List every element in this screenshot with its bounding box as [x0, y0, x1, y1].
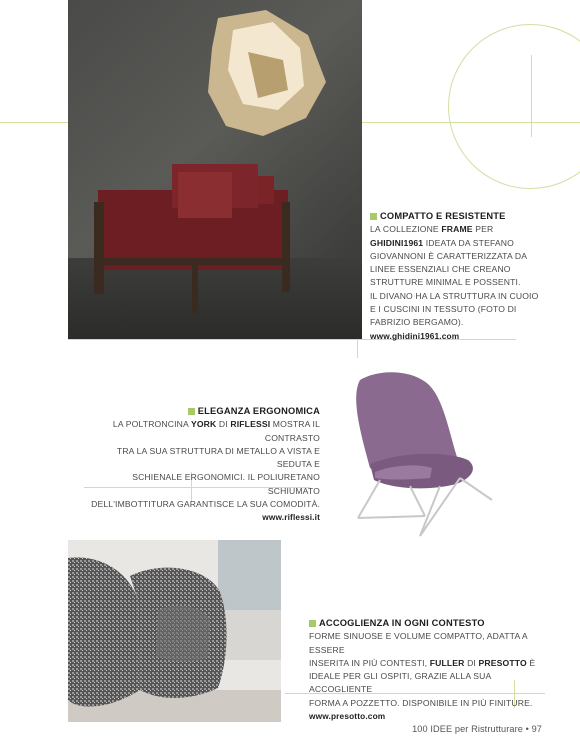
frame-brand: FRAME [441, 224, 473, 235]
york-url[interactable]: www.riflessi.it [262, 512, 320, 523]
fuller-caption [309, 617, 549, 723]
york-chair-photo [310, 368, 510, 540]
fuller-maker: PRESOTTO [478, 657, 527, 668]
fuller-description: FORME SINUOSE E VOLUME COMPATTO, ADATTA A ESSERE INSERITA IN PIÙ CONTESTI, FULLER DI PRESOTTO È IDEALE PER GLI OSPITI, GRAZIE ALLA SUA ACCOGLIENTE FORMA A POZZETTO. DISPONIBILE IN PIÙ FINITURE. [309, 631, 536, 708]
green-square-bullet-icon [309, 620, 316, 627]
frame-armchair-photo [68, 0, 362, 339]
york-product: YORK [190, 419, 217, 430]
fuller-title: ACCOGLIENZA IN OGNI CONTESTO [309, 617, 549, 630]
frame-description: LA COLLEZIONE FRAME PER GHIDINI1961 IDEATA DA STEFANO GIOVANNONI È CARATTERIZZATA DA LINEE ESSENZIALI CHE CREANO STRUTTURE MINIMAL E POSSENTI. IL DIVANO HA LA STRUTTURA IN CUOIO E I CUSCINI IN TESSUTO (FOTO DI FABRIZIO BERGAMO). [370, 224, 539, 328]
frame-url[interactable]: www.ghidini1961.com [370, 330, 460, 341]
york-description: LA POLTRONCINA YORK DI RIFLESSI MOSTRA IL CONTRASTO TRA LA SUA STRUTTURA DI METALLO A VISTA E SEDUTA E SCHIENALE ERGONOMICI. IL POLIURETANO SCHIUMATO DELL'IMBOTTITURA GARANTISCE LA SUA COMODITÀ. [91, 419, 320, 510]
york-caption [80, 405, 320, 525]
fuller-armchairs-photo [68, 540, 281, 722]
york-maker: RIFLESSI [230, 419, 271, 430]
frame-title: COMPATTO E RESISTENTE [370, 210, 545, 223]
fuller-url[interactable]: www.presotto.com [309, 711, 386, 722]
fuller-product: FULLER [429, 657, 465, 668]
frame-maker: GHIDINI1961 [370, 237, 424, 248]
frame-caption [370, 210, 545, 343]
guide-circle [448, 24, 580, 189]
green-square-bullet-icon [188, 408, 195, 415]
page-footer: 100 IDEE per Ristrutturare • 97 [412, 724, 542, 734]
york-title: ELEGANZA ERGONOMICA [80, 405, 320, 418]
green-square-bullet-icon [370, 213, 377, 220]
